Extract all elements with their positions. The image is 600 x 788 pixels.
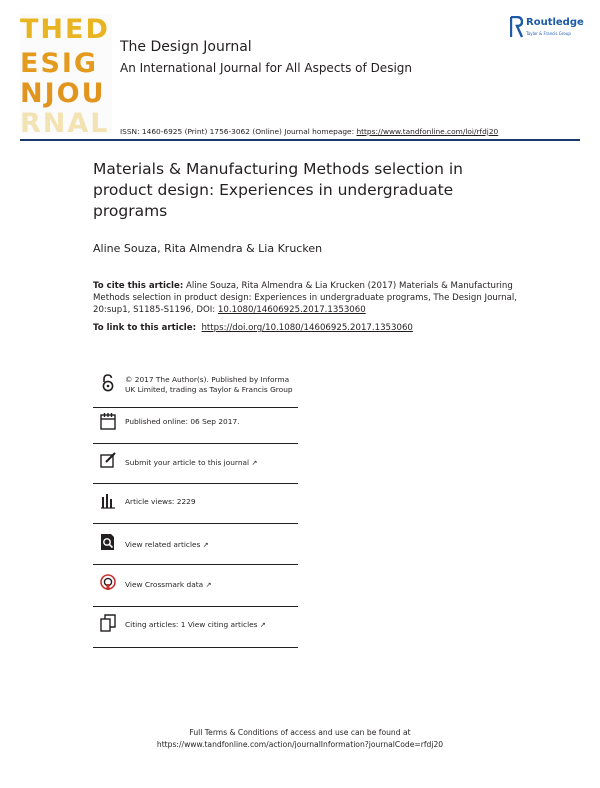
open-access-icon — [100, 374, 116, 392]
footer-url[interactable]: https://www.tandfonline.com/action/journalInformation?journalCode=rfdj20 — [156, 740, 444, 749]
crossmark-icon — [100, 573, 116, 591]
journal-homepage-link[interactable]: https://www.tandfonline.com/loi/rfdj20 — [356, 127, 499, 136]
article-authors: Aline Souza, Rita Almendra & Lia Krucken — [93, 242, 323, 255]
views-text: Article views: 2229 — [125, 497, 196, 506]
bar-chart-icon — [100, 491, 116, 509]
article-link-line — [93, 323, 413, 333]
cover-text-row: NJOU — [20, 78, 106, 109]
cover-text-row: THED — [20, 14, 110, 45]
related-link[interactable] — [125, 540, 297, 550]
info-divider — [93, 523, 298, 524]
calendar-icon — [100, 412, 116, 430]
routledge-logo-icon — [510, 16, 523, 38]
publisher-name: Routledge — [526, 17, 584, 28]
citation-block — [93, 280, 523, 316]
copy-documents-icon — [100, 614, 116, 632]
cite-text: Aline Souza, Rita Almendra & Lia Krucken (2017) Materials & Manufacturing Methods selection in product design: Experiences in undergraduate programs, The Design Journal, 20:sup1, S1185-S1196, DOI: — [93, 281, 518, 315]
link-label: To link to this article: — [93, 323, 197, 333]
edit-icon — [100, 451, 116, 469]
published-text: Published online: 06 Sep 2017. — [125, 417, 240, 426]
submit-text[interactable]: Submit your article to this journal — [125, 458, 250, 467]
issn-line — [120, 127, 498, 136]
journal-cover-image — [20, 14, 112, 134]
info-divider — [93, 606, 298, 607]
search-document-icon — [100, 533, 116, 551]
terms-footer — [0, 727, 600, 751]
related-text[interactable]: View related articles — [125, 540, 201, 549]
issn-text: ISSN: 1460-6925 (Print) 1756-3062 (Online) Journal homepage: — [120, 127, 355, 136]
info-divider — [93, 483, 298, 484]
info-divider — [93, 443, 298, 444]
crossmark-link[interactable] — [125, 580, 297, 590]
external-link-icon: ↗ — [202, 541, 209, 549]
publisher-tagline: Taylor & Francis Group — [526, 31, 571, 36]
header-divider — [20, 139, 580, 141]
cite-doi-link[interactable]: 10.1080/14606925.2017.1353060 — [217, 305, 366, 315]
journal-subtitle: An International Journal for All Aspects of Design — [120, 61, 412, 75]
article-title: Materials & Manufacturing Methods selection in product design: Experiences in undergraduate programs — [93, 160, 464, 220]
publisher-logo — [510, 14, 588, 44]
info-divider — [93, 647, 298, 648]
info-divider — [93, 564, 298, 565]
external-link-icon: ↗ — [259, 621, 266, 629]
journal-title: The Design Journal — [120, 39, 252, 55]
submit-link[interactable] — [125, 458, 297, 468]
external-link-icon: ↗ — [251, 459, 258, 467]
info-divider — [93, 407, 298, 408]
cover-text-row: ESIG — [20, 48, 99, 79]
license-text: © 2017 The Author(s). Published by Informa UK Limited, trading as Taylor & Francis Group — [125, 375, 293, 394]
cite-label: To cite this article: — [93, 281, 184, 291]
article-doi-link[interactable]: https://doi.org/10.1080/14606925.2017.1353060 — [201, 323, 413, 333]
footer-line: Full Terms & Conditions of access and use can be found at — [189, 728, 411, 737]
external-link-icon: ↗ — [205, 581, 212, 589]
crossmark-text[interactable]: View Crossmark data — [125, 580, 204, 589]
cover-text-row: RNAL — [20, 108, 110, 134]
citing-text[interactable]: Citing articles: 1 View citing articles — [125, 620, 258, 629]
citing-link[interactable] — [125, 620, 297, 630]
